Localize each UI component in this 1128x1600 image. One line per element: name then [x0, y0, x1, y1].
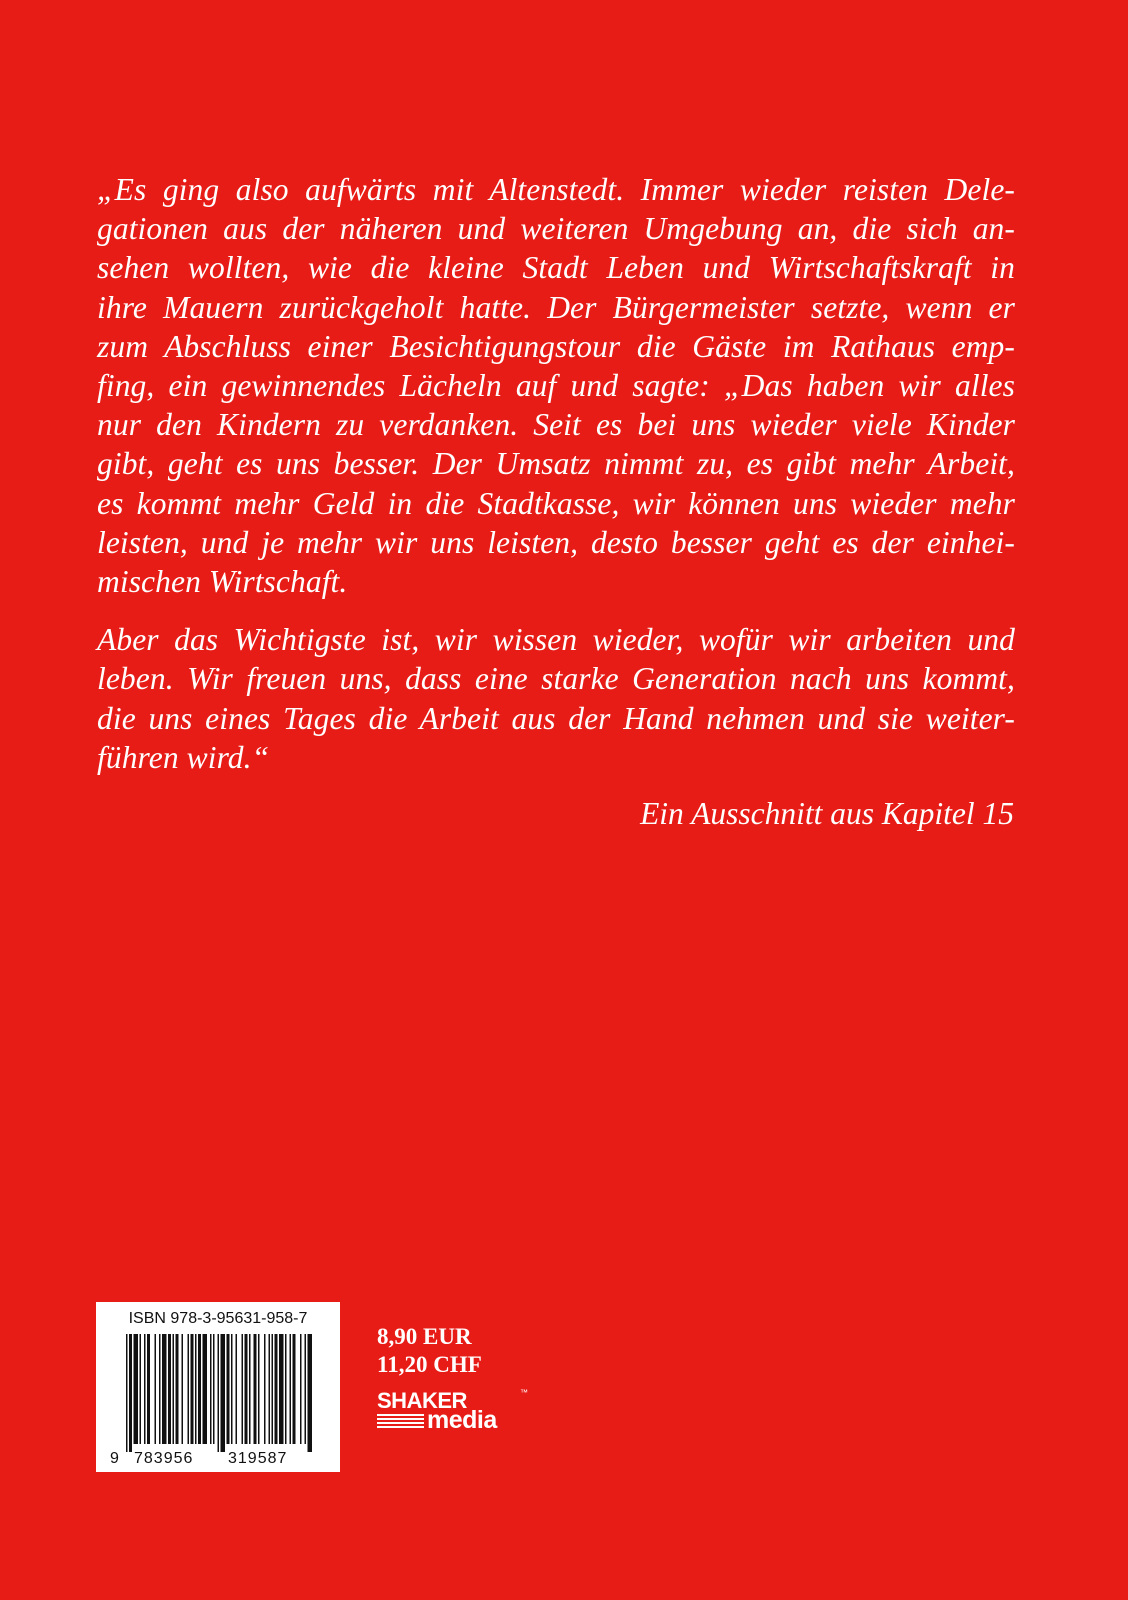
barcode-bar	[272, 1334, 274, 1444]
blurb-line: sehen wollten, wie die kleine Stadt Leben und Wirtschaftskraft in	[97, 250, 1015, 286]
logo-stripes-icon	[377, 1414, 424, 1432]
barcode-bar	[198, 1334, 201, 1444]
barcode-bar	[191, 1334, 194, 1444]
trademark-symbol: ™	[520, 1388, 528, 1397]
barcode-bar	[210, 1334, 212, 1444]
publisher-logo	[377, 1388, 537, 1438]
barcode-bar	[236, 1334, 238, 1444]
barcode-bar	[144, 1334, 146, 1444]
barcode-bar	[245, 1334, 248, 1444]
barcode-bar	[126, 1334, 128, 1452]
barcode-digit-first: 9	[110, 1450, 120, 1467]
barcode-bar	[227, 1334, 230, 1444]
barcode-bar	[290, 1334, 292, 1444]
barcode-bar	[258, 1334, 260, 1444]
barcode-bar	[279, 1334, 284, 1444]
barcode-bar	[176, 1334, 179, 1444]
barcode-digits-right: 319587	[228, 1450, 288, 1467]
barcode-bar	[168, 1334, 171, 1444]
blurb-line: gationen aus der näheren und weiteren Umgebung an, die sich an-	[97, 211, 1015, 247]
blurb-line: es kommt mehr Geld in die Stadtkasse, wir können uns wieder mehr	[97, 485, 1015, 521]
blurb-line: ihre Mauern zurückgeholt hatte. Der Bürgermeister setzte, wenn er	[97, 289, 1015, 325]
blurb-line: die uns eines Tages die Arbeit aus der Hand nehmen und sie weiter-	[97, 700, 1015, 736]
isbn-label: ISBN 978-3-95631-958-7	[128, 1310, 308, 1327]
blurb-line: nur den Kindern zu verdanken. Seit es bei uns wieder viele Kinder	[97, 407, 1015, 443]
price-chf: 11,20 CHF	[377, 1352, 482, 1377]
blurb-text	[97, 170, 1015, 796]
blurb-line: leben. Wir freuen uns, dass eine starke Generation nach uns kommt,	[97, 661, 1015, 697]
blurb-line: zum Abschluss einer Besichtigungstour die Gäste im Rathaus emp-	[97, 328, 1015, 364]
barcode-bar	[140, 1334, 142, 1444]
barcode-bar	[305, 1334, 307, 1444]
barcode-bar	[293, 1334, 296, 1444]
blurb-line: gibt, geht es uns besser. Der Umsatz nimmt zu, es gibt mehr Arbeit,	[97, 446, 1015, 482]
publisher-name-bottom: media	[427, 1406, 497, 1434]
barcode-bar	[275, 1334, 278, 1444]
excerpt-source: Ein Ausschnitt aus Kapitel 15	[640, 796, 1014, 831]
barcode-bar	[188, 1334, 190, 1444]
barcode-bar	[203, 1334, 208, 1444]
barcode-bar	[195, 1334, 197, 1444]
blurb-line: mischen Wirtschaft.	[97, 564, 348, 600]
blurb-paragraph-1	[97, 170, 1015, 601]
barcode-bar	[269, 1334, 271, 1444]
price-eur: 8,90 EUR	[377, 1324, 472, 1349]
barcode-bar	[147, 1334, 150, 1444]
barcode-bar	[308, 1334, 313, 1452]
barcode-bar	[300, 1334, 302, 1444]
barcode-bar	[162, 1334, 167, 1444]
barcode-bar	[254, 1334, 257, 1444]
blurb-line: Aber das Wichtigste ist, wir wissen wieder, wofür wir arbeiten und	[97, 622, 1015, 658]
barcode-bar	[221, 1334, 226, 1452]
barcode-bar	[173, 1334, 175, 1444]
publisher-name-top: SHAKER	[377, 1388, 467, 1413]
barcode-digits-left: 783956	[134, 1450, 194, 1467]
barcode-bar	[285, 1334, 287, 1444]
barcode-bar	[182, 1334, 184, 1444]
barcode-bars	[126, 1334, 316, 1452]
barcode-bar	[218, 1334, 220, 1452]
blurb-line: leisten, und je mehr wir uns leisten, desto besser geht es der einhei-	[97, 524, 1015, 560]
barcode-bar	[155, 1334, 157, 1444]
blurb-paragraph-2	[97, 620, 1015, 777]
barcode-bar	[231, 1334, 233, 1444]
isbn-barcode	[96, 1302, 340, 1472]
barcode-bar	[264, 1334, 266, 1444]
blurb-line: fing, ein gewinnendes Lächeln auf und sagte: „Das haben wir alles	[97, 368, 1015, 404]
barcode-bar	[213, 1334, 215, 1444]
blurb-line: führen wird.“	[97, 739, 270, 775]
barcode-bar	[249, 1334, 251, 1444]
blurb-line: „Es ging also aufwärts mit Altenstedt. Immer wieder reisten Dele-	[97, 172, 1015, 207]
barcode-bar	[129, 1334, 132, 1452]
barcode-bar	[159, 1334, 161, 1444]
barcode-bar	[242, 1334, 244, 1444]
barcode-bar	[134, 1334, 139, 1444]
